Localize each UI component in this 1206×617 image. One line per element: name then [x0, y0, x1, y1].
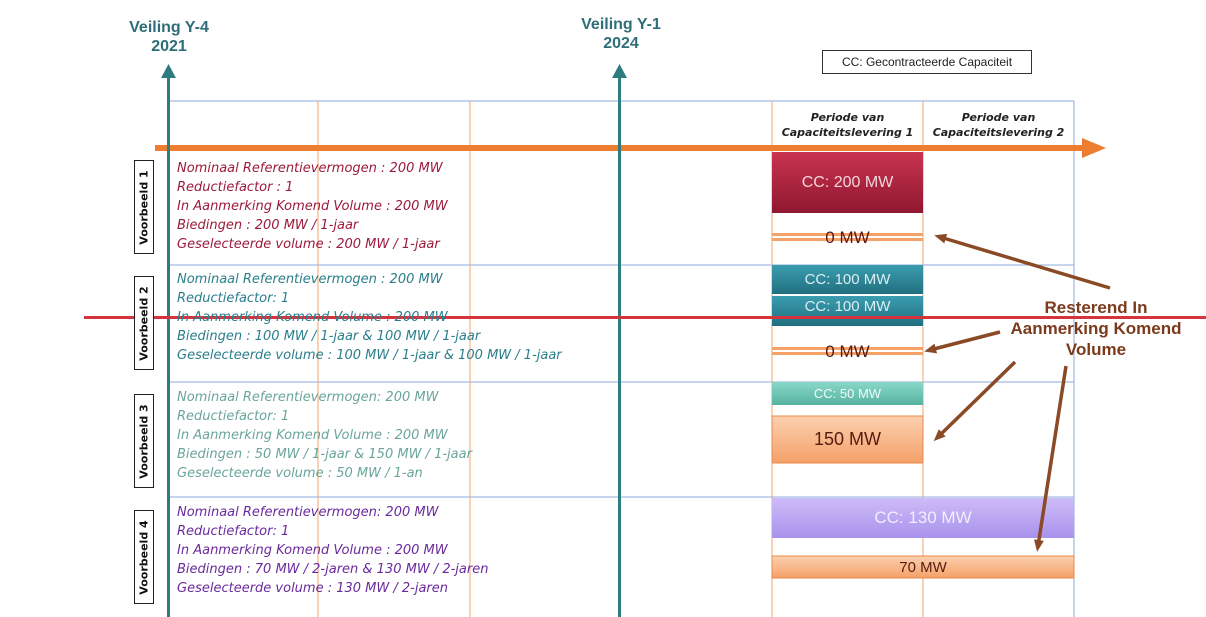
resterend-line: Aanmerking Komend	[1010, 319, 1182, 338]
rest-label-ex2: 0 MW	[825, 342, 870, 361]
ex1-line: In Aanmerking Komend Volume : 200 MW	[177, 199, 448, 214]
timeline-arrow	[155, 138, 1106, 158]
voorbeeld-1-label	[134, 160, 154, 254]
voorbeeld-4-label	[134, 510, 154, 604]
voorbeeld-3-label	[134, 394, 154, 488]
voorbeeld-4-text: Voorbeeld 4	[137, 519, 151, 595]
cc-label-ex4: CC: 130 MW	[874, 508, 972, 527]
ex1-line: Reductiefactor : 1	[177, 180, 294, 195]
ex3-line: Nominaal Referentievermogen: 200 MW	[177, 390, 439, 405]
rest-label-ex3: 150 MW	[813, 429, 882, 449]
resterend-line: Volume	[1065, 340, 1127, 359]
veiling-y1-year: 2024	[603, 35, 639, 52]
period-2-line1: Periode van	[961, 111, 1036, 124]
example-1-text	[177, 159, 448, 254]
voorbeeld-1-text: Voorbeeld 1	[137, 169, 151, 245]
rest-label-ex1: 0 MW	[825, 228, 870, 247]
voorbeeld-2-label	[134, 276, 154, 370]
ex2-line: Biedingen : 100 MW / 1-jaar & 100 MW / 1-jaar	[177, 329, 481, 344]
ex3-line: Biedingen : 50 MW / 1-jaar & 150 MW / 1-jaar	[177, 447, 472, 462]
ex2-line: Reductiefactor: 1	[177, 291, 290, 306]
cc-label-ex2-a: CC: 100 MW	[804, 271, 891, 288]
veiling-y4-header	[114, 18, 224, 56]
period-header-2	[923, 110, 1074, 140]
cc-label-ex2-b: CC: 100 MW	[804, 298, 891, 315]
voorbeeld-3-text: Voorbeeld 3	[137, 403, 151, 479]
ex1-line: Geselecteerde volume : 200 MW / 1-jaar	[177, 237, 440, 252]
ex2-line: In Aanmerking Komend Volume : 200 MW	[177, 310, 448, 325]
period-header-1	[772, 110, 923, 140]
ex1-line: Biedingen : 200 MW / 1-jaar	[177, 218, 359, 233]
period-1-line1: Periode van	[810, 111, 885, 124]
ex3-line: In Aanmerking Komend Volume : 200 MW	[177, 428, 448, 443]
veiling-y4-year: 2021	[151, 38, 187, 55]
ex1-line: Nominaal Referentievermogen : 200 MW	[177, 161, 443, 176]
example-3-text	[177, 388, 472, 483]
period-2-line2: Capaciteitslevering 2	[932, 126, 1065, 139]
veiling-y1-header	[566, 15, 676, 53]
legend-box: CC: Gecontracteerde Capaciteit	[822, 50, 1032, 74]
cc-label-ex1: CC: 200 MW	[801, 173, 894, 191]
voorbeeld-2-text: Voorbeeld 2	[137, 285, 151, 361]
ex4-line: Geselecteerde volume : 130 MW / 2-jaren	[177, 581, 449, 596]
ex4-line: Nominaal Referentievermogen: 200 MW	[177, 505, 439, 520]
ex4-line: In Aanmerking Komend Volume : 200 MW	[177, 543, 448, 558]
ex2-line: Geselecteerde volume : 100 MW / 1-jaar & 100 MW / 1-jaar	[177, 348, 562, 363]
ex3-line: Geselecteerde volume : 50 MW / 1-an	[177, 466, 423, 481]
ex4-line: Biedingen : 70 MW / 2-jaren & 130 MW / 2-jaren	[177, 562, 489, 577]
ex2-line: Nominaal Referentievermogen : 200 MW	[177, 272, 443, 287]
example-4-text	[177, 503, 488, 598]
resterend-callout	[986, 297, 1206, 360]
period-1-line2: Capaciteitslevering 1	[781, 126, 914, 139]
ex4-line: Reductiefactor: 1	[177, 524, 290, 539]
veiling-y1-name: Veiling Y-1	[581, 16, 661, 33]
rest-label-ex4: 70 MW	[899, 558, 947, 576]
veiling-y4-name: Veiling Y-4	[129, 19, 209, 36]
cc-label-ex3: CC: 50 MW	[813, 386, 882, 401]
resterend-line: Resterend In	[1044, 298, 1148, 317]
example-2-text	[177, 270, 562, 365]
ex3-line: Reductiefactor: 1	[177, 409, 290, 424]
